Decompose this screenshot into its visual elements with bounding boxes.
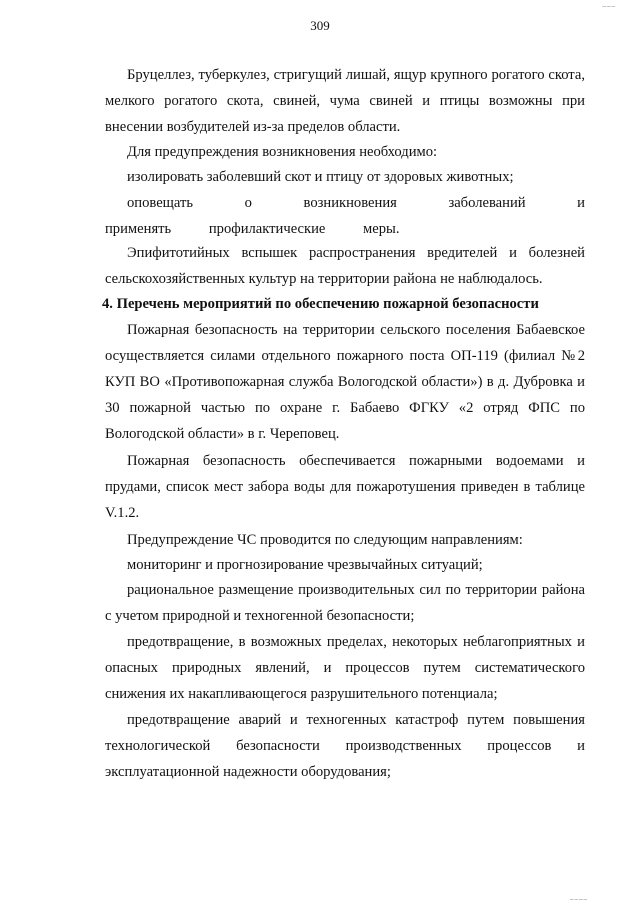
paragraph-natural-hazards: предотвращение, в возможных пределах, некоторых неблагоприятных и опасных природных явлений, и процессов путем систематического снижения их накапливающегося разрушительного потенциала;: [105, 634, 585, 702]
document-body-p12: [105, 707, 585, 785]
paragraph-placement: рациональное размещение производительных сил по территории района с учетом природной и техногенной безопасности;: [105, 582, 585, 624]
section-heading: 4. Перечень мероприятий по обеспечению пожарной безопасности: [102, 296, 539, 312]
paragraph-fire-safety: Пожарная безопасность на территории сельского поселения Бабаевское осуществляется силами отдельного пожарного поста ОП-119 (филиал №2 КУП ВО «Противопожарная служба Вологодской области») в д. Дубровка и 30 пожарной частью по охране г. Бабаево ФГКУ «2 отряд ФПС по Вологодской области» в г. Череповец.: [105, 322, 585, 442]
paragraph-water-sources: Пожарная безопасность обеспечивается пожарными водоемами и прудами, список мест забора воды для пожаротушения приведен в таблице V.1.2.: [105, 453, 585, 521]
paragraph-accidents: предотвращение аварий и техногенных катастроф путем повышения технологической безопасности производственных процессов и эксплуатационной надежности оборудования;: [105, 712, 585, 780]
paragraph-prevention-intro: Для предупреждения возникновения необходимо:: [127, 144, 438, 160]
document-body-p6: [105, 317, 585, 447]
document-body-p5: [105, 240, 585, 292]
document-body-p2: [105, 139, 585, 165]
paragraph-notify: оповещать о возникновения заболеваний и применять профилактические меры.: [105, 195, 585, 237]
document-body-p11: [105, 629, 585, 707]
document-body-p3: [105, 164, 585, 190]
paragraph-isolate: изолировать заболевший скот и птицу от здоровых животных;: [127, 169, 514, 185]
scan-corner-mark: ___: [602, 0, 616, 8]
scan-corner-mark-bottom: ____: [570, 893, 588, 901]
document-body-p8: [105, 527, 585, 553]
document-body: [105, 62, 585, 140]
paragraph-emergency-intro: Предупреждение ЧС проводится по следующим направлениям:: [127, 532, 523, 548]
paragraph-epiphytotic: Эпифитотийных вспышек распространения вредителей и болезней сельскохозяйственных культур на территории района не наблюдалось.: [105, 245, 585, 287]
paragraph-monitoring: мониторинг и прогнозирование чрезвычайных ситуаций;: [127, 557, 483, 573]
document-body-p7: [105, 448, 585, 526]
paragraph-diseases: Бруцеллез, туберкулез, стригущий лишай, ящур крупного рогатого скота, мелкого рогатого скота, свиней, чума свиней и птицы возможны при внесении возбудителей из-за пределов области.: [105, 67, 585, 135]
document-body-p4: [105, 190, 585, 242]
document-body-p9: [105, 552, 585, 578]
section-heading-block: [102, 291, 582, 317]
page-number: 309: [310, 18, 330, 33]
document-body-p10: [105, 577, 585, 629]
